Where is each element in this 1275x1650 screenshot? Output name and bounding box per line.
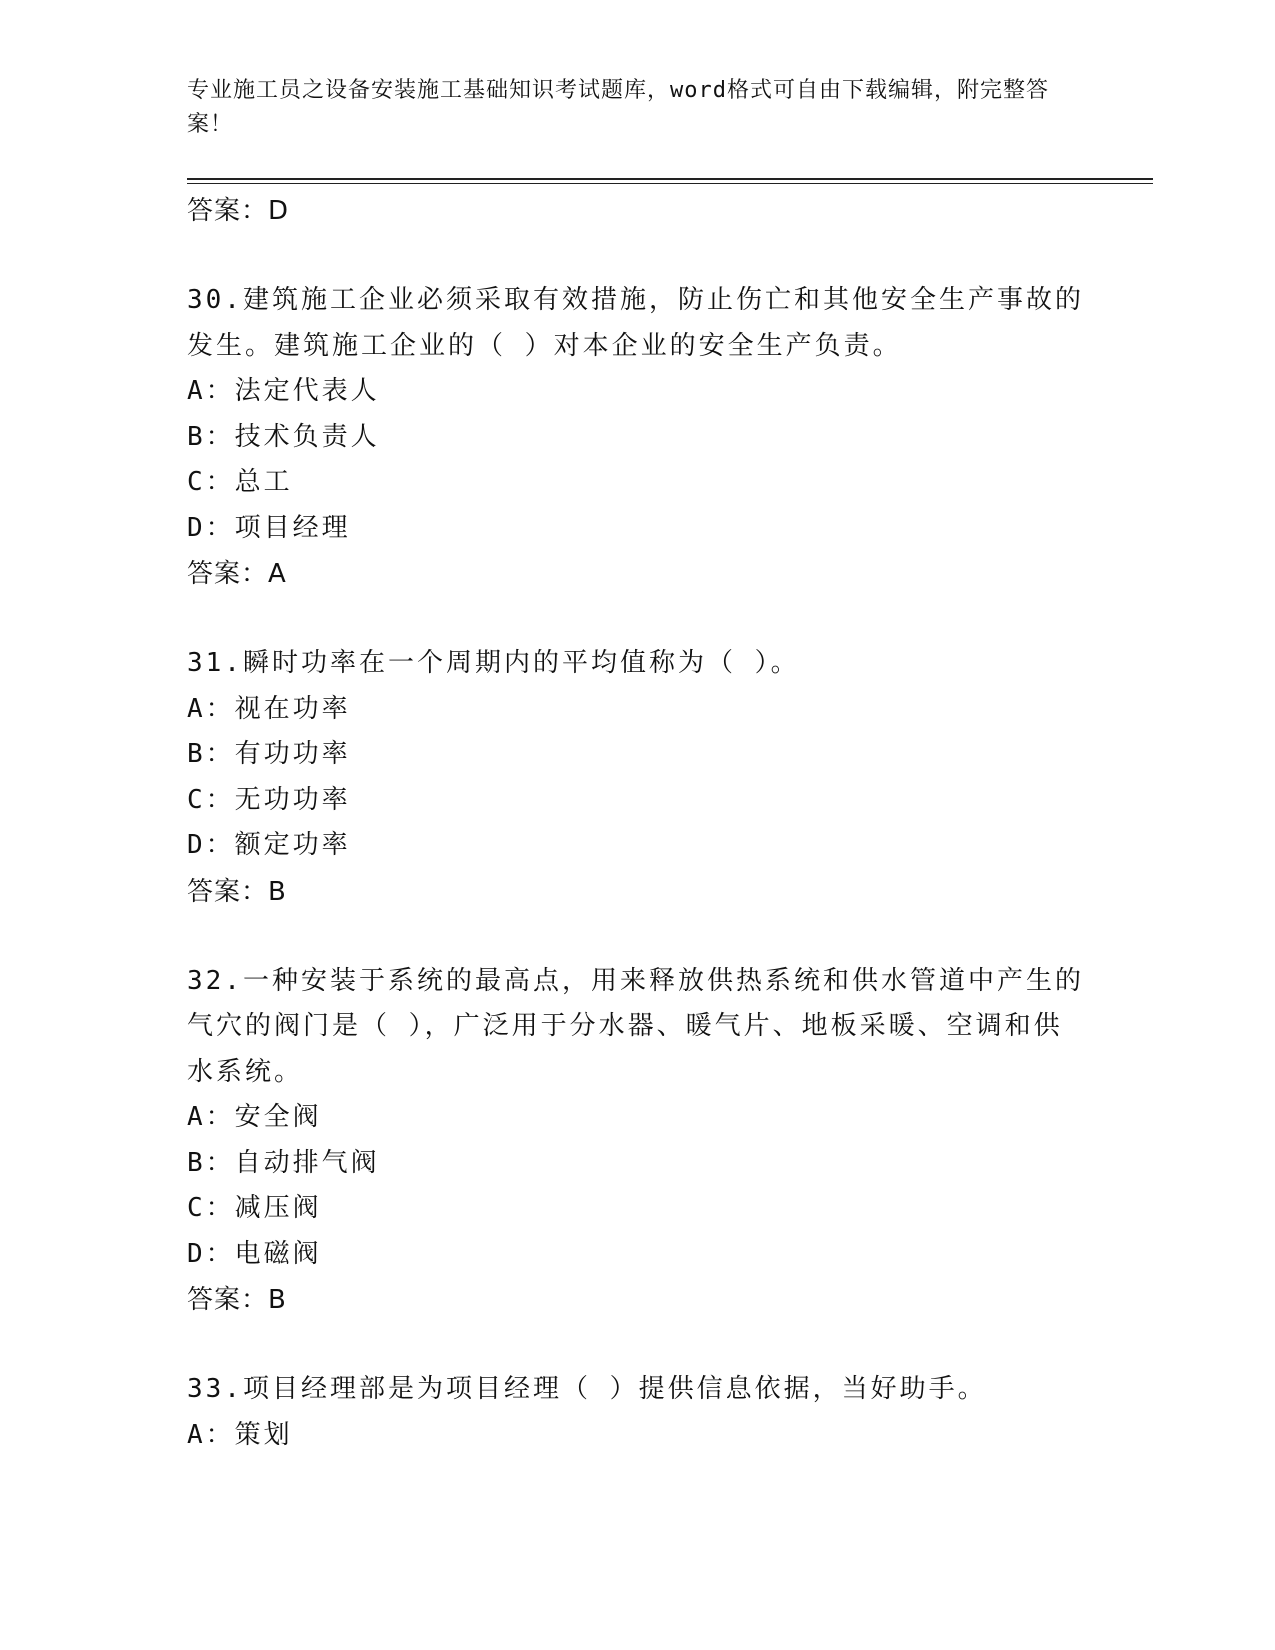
option-a: A：安全阀 bbox=[187, 1102, 322, 1132]
answer: 答案：B bbox=[187, 876, 287, 907]
header-rule-thin bbox=[187, 183, 1153, 184]
option-d: D：电磁阀 bbox=[187, 1238, 322, 1269]
question-stem: 32.一种安装于系统的最高点，用来释放供热系统和供水管道中产生的气穴的阀门是（ ），广泛用于分水器、暖气片、地板采暖、空调和供水系统。 bbox=[187, 965, 1084, 1087]
option-a: A：法定代表人 bbox=[187, 376, 380, 406]
option-b: B：技术负责人 bbox=[187, 421, 380, 452]
page-header: 专业施工员之设备安装施工基础知识考试题库，word格式可自由下载编辑，附完整答案！ bbox=[187, 78, 1049, 137]
option-a: A：视在功率 bbox=[187, 693, 351, 724]
spacer bbox=[187, 234, 1087, 278]
question-33 bbox=[187, 1367, 1087, 1458]
question-stem: 33.项目经理部是为项目经理（ ）提供信息依据，当好助手。 bbox=[187, 1374, 987, 1404]
spacer bbox=[187, 597, 1087, 641]
question-list bbox=[187, 188, 1087, 1458]
option-c: C：无功功率 bbox=[187, 784, 351, 815]
option-c: C：减压阀 bbox=[187, 1193, 322, 1223]
question-stem: 30.建筑施工企业必须采取有效措施，防止伤亡和其他安全生产事故的发生。建筑施工企业的（ ）对本企业的安全生产负责。 bbox=[187, 285, 1084, 361]
question-stem: 31.瞬时功率在一个周期内的平均值称为（ ）。 bbox=[187, 648, 800, 678]
answer: 答案：B bbox=[187, 1285, 287, 1315]
spacer bbox=[187, 1323, 1087, 1367]
option-b: B：有功功率 bbox=[187, 739, 351, 769]
option-d: D：额定功率 bbox=[187, 830, 351, 860]
previous-answer: 答案：D bbox=[187, 196, 290, 226]
option-a: A：策划 bbox=[187, 1419, 293, 1450]
question-32 bbox=[187, 959, 1087, 1324]
header-rule-thick bbox=[187, 178, 1153, 180]
answer: 答案：A bbox=[187, 559, 287, 589]
question-31 bbox=[187, 641, 1087, 915]
question-30 bbox=[187, 278, 1087, 597]
option-c: C：总工 bbox=[187, 467, 293, 497]
spacer bbox=[187, 915, 1087, 959]
option-d: D：项目经理 bbox=[187, 512, 351, 543]
option-b: B：自动排气阀 bbox=[187, 1147, 380, 1178]
